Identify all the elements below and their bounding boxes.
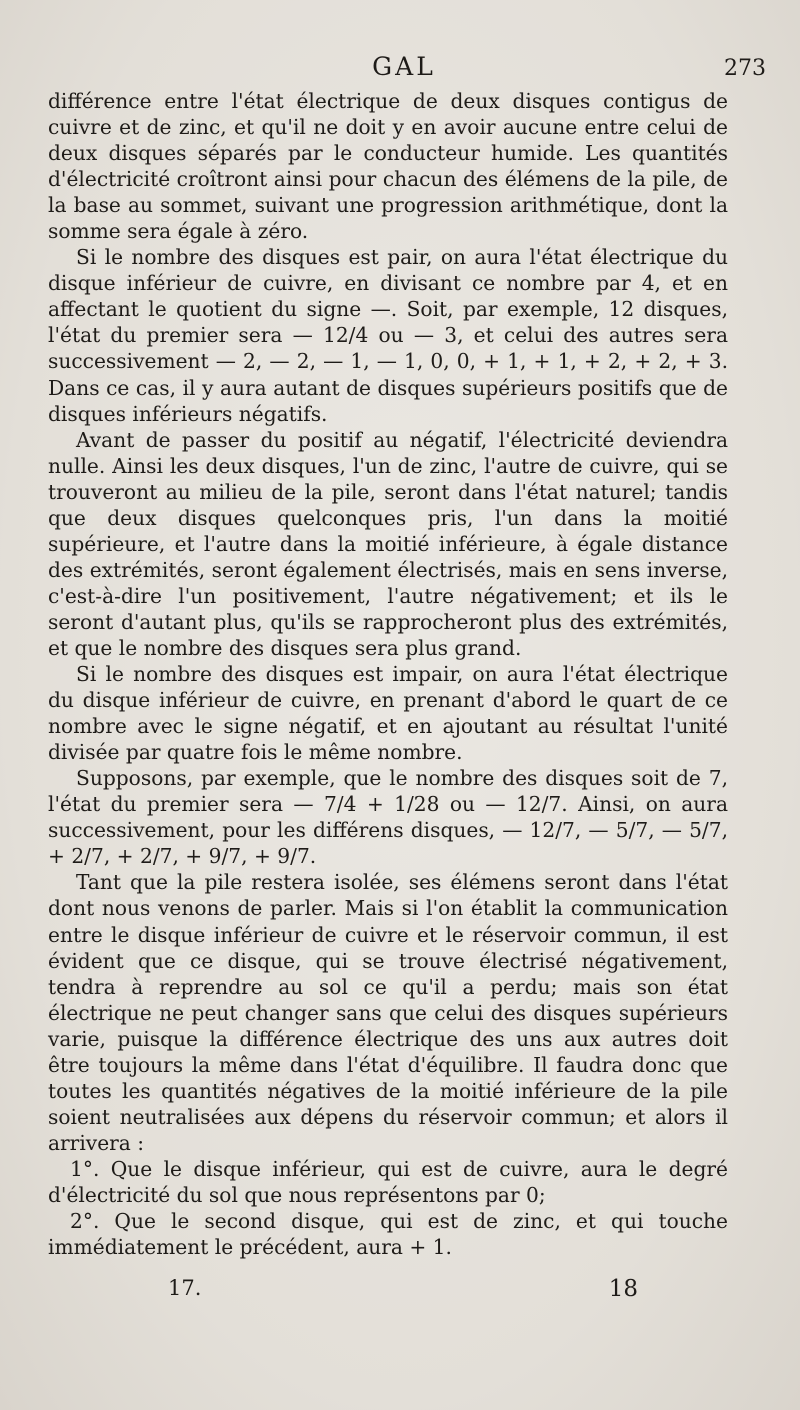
paragraph-even-disks: Si le nombre des disques est pair, on aura l'état électrique du disque inférieur de cuivre, en divisant ce nombre par 4, et en affectant le quotient du signe —. Soit, par exemple, 12 disques, l'état du premier sera — 12/4 ou — 3, et celui des autres sera successivement — 2, — 2, — 1, — 1, 0, 0, + 1, + 1, + 2, + 2, + 3. Dans ce cas, il y aura autant de disques supérieurs positifs que de disques inférieurs négatifs. bbox=[48, 245, 728, 426]
paragraph-isolated-pile: Tant que la pile restera isolée, ses élémens seront dans l'état dont nous venons de parler. Mais si l'on établit la communication entre le disque inférieur de cuivre et le réservoir commun, il est évident que ce disque, qui se trouve électrisé négativement, tendra à reprendre au sol ce qu'il a perdu; mais son état électrique ne peut changer sans que celui des disques supérieurs varie, puisque la différence électrique des uns aux autres doit être toujours la même dans l'état d'équilibre. Il faudra donc que toutes les quantités négatives de la moitié inférieure de la pile soient neutralisées aux dépens du réservoir commun; et alors il arrivera : bbox=[48, 870, 728, 1155]
page-number: 273 bbox=[724, 56, 766, 81]
running-title: GAL bbox=[372, 52, 436, 81]
paragraph-point-two: 2°. Que le second disque, qui est de zinc, et qui touche immédiatement le précédent, aura + 1. bbox=[48, 1209, 728, 1260]
paragraph-odd-disks: Si le nombre des disques est impair, on aura l'état électrique du disque inférieur de cuivre, en prenant d'abord le quart de ce nombre avec le signe négatif, et en ajoutant au résultat l'unité divisée par quatre fois le même nombre. bbox=[48, 662, 728, 765]
paragraph-continuation: différence entre l'état électrique de deux disques contigus de cuivre et de zinc, et qu'il ne doit y en avoir aucune entre celui de deux disques séparés par le conducteur humide. Les quantités d'électricité croîtront ainsi pour chacun des élémens de la pile, de la base au sommet, suivant une progression arithmétique, dont la somme sera égale à zéro. bbox=[48, 89, 728, 244]
signature-line bbox=[160, 1276, 640, 1306]
signature-mark-right: 18 bbox=[608, 1276, 638, 1302]
signature-mark-left: 17. bbox=[168, 1276, 202, 1300]
running-header bbox=[48, 50, 766, 90]
body-text bbox=[48, 88, 728, 1260]
paragraph-point-one: 1°. Que le disque inférieur, qui est de cuivre, aura le degré d'électricité du sol que nous représentons par 0; bbox=[48, 1156, 728, 1207]
paragraph-example-seven: Supposons, par exemple, que le nombre des disques soit de 7, l'état du premier sera — 7/4 + 1/28 ou — 12/7. Ainsi, on aura successivement, pour les différens disques, — 12/7, — 5/7, — 5/7, + 2/7, + 2/7, + 9/7, + 9/7. bbox=[48, 766, 728, 869]
paragraph-neutral-middle: Avant de passer du positif au négatif, l'électricité deviendra nulle. Ainsi les deux disques, l'un de zinc, l'autre de cuivre, qui se trouveront au milieu de la pile, seront dans l'état naturel; tandis que deux disques quelconques pris, l'un dans la moitié supérieure, et l'autre dans la moitié inférieure, à égale distance des extrémités, seront également électrisés, mais en sens inverse, c'est-à-dire l'un positivement, l'autre négativement; et ils le seront d'autant plus, qu'ils se rapprocheront plus des extrémités, et que le nombre des disques sera plus grand. bbox=[48, 427, 728, 660]
